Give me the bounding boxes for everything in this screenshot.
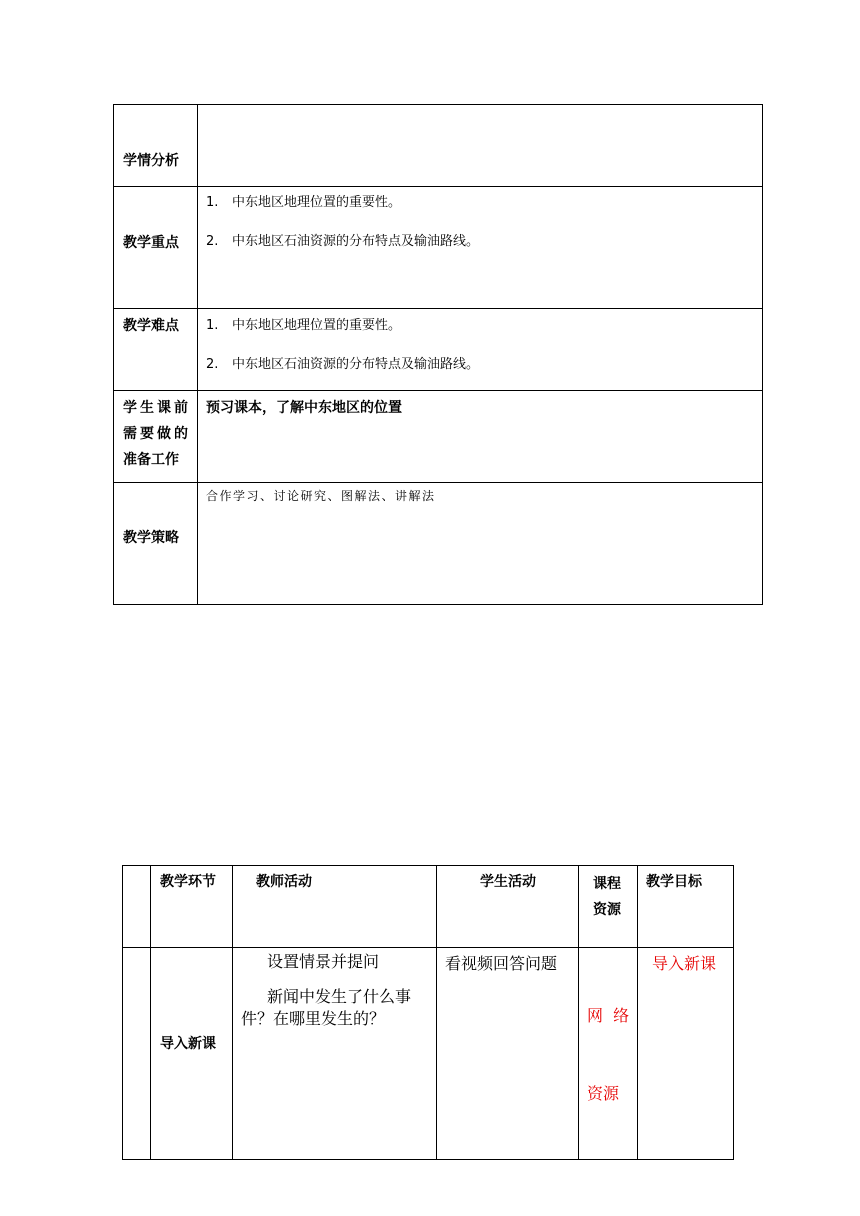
header-teacher: 教师活动 [256,874,312,890]
table-row [114,309,763,391]
list-text: 中东地区地理位置的重要性。 [232,195,402,210]
row-content [198,483,763,605]
header-resource: 课程 [593,876,621,892]
row-label [114,391,198,483]
stage-cell [151,948,233,1160]
list-number: 2. [206,234,219,249]
lesson-info-table [113,104,763,605]
list-text: 中东地区石油资源的分布特点及输油路线。 [232,357,480,372]
label-text: 学生课前 [123,400,191,416]
goal-cell [638,948,734,1160]
list-text: 中东地区石油资源的分布特点及输油路线。 [232,234,480,249]
label-text: 教学难点 [123,318,179,334]
header-goal: 教学目标 [646,874,702,890]
label-text: 学情分析 [123,153,179,169]
header-cell [233,866,437,948]
row-content [198,105,763,187]
teacher-text: 件？在哪里发生的？ [241,1009,386,1028]
header-resource: 资源 [593,902,621,918]
row-label [114,483,198,605]
resource-text: 网 络 [587,1006,630,1025]
row-label [114,187,198,309]
row-content [198,187,763,309]
list-item [198,191,762,210]
row-content [198,309,763,391]
label-text: 教学重点 [123,235,179,251]
list-number: 1. [206,318,219,333]
list-item [198,230,762,249]
table-row [114,483,763,605]
list-text: 中东地区地理位置的重要性。 [232,318,402,333]
row-label [114,309,198,391]
table-row [114,105,763,187]
label-text: 需要做的 [123,426,191,442]
header-cell [638,866,734,948]
student-text: 看视频回答问题 [445,954,558,973]
header-cell [437,866,579,948]
table-row [114,391,763,483]
list-item [198,314,762,333]
strategy-text: 合作学习、讨论研究、图解法、讲解法 [206,489,436,503]
row-content [198,391,763,483]
header-cell [151,866,233,948]
label-text: 教学策略 [123,530,179,546]
list-item [198,353,762,372]
stage-text: 导入新课 [160,1036,216,1052]
lesson-process-table [122,865,734,1160]
teacher-cell [233,948,437,1160]
list-number: 2. [206,357,219,372]
table-header-row [123,866,734,948]
teacher-text: 新闻中发生了什么事 [267,987,412,1006]
resource-cell [579,948,638,1160]
resource-text: 资源 [587,1084,620,1103]
label-text: 准备工作 [123,452,179,468]
blank-cell [123,866,151,948]
table-row [123,948,734,1160]
header-stage: 教学环节 [160,874,216,890]
header-student: 学生活动 [480,874,536,890]
blank-cell [123,948,151,1160]
table-row [114,187,763,309]
row-label [114,105,198,187]
header-cell [579,866,638,948]
teacher-text: 设置情景并提问 [267,952,380,971]
goal-text: 导入新课 [652,954,717,973]
student-cell [437,948,579,1160]
list-number: 1. [206,195,219,210]
prep-text: 预习课本，了解中东地区的位置 [206,400,402,416]
